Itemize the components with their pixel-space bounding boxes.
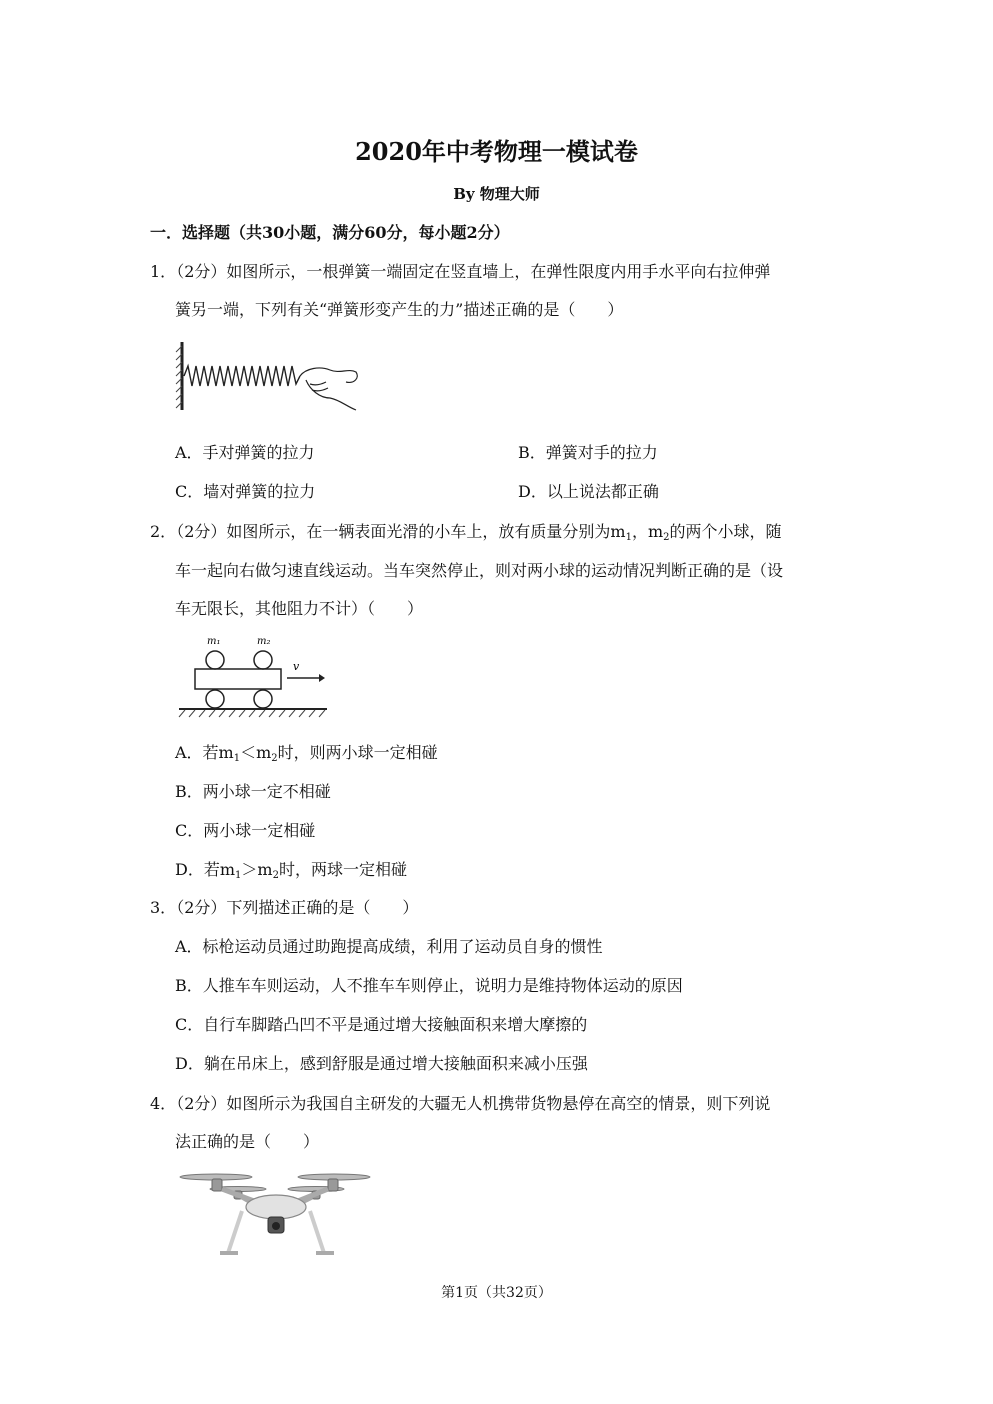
question-text: 如图所示，一根弹簧一端固定在竖直墙上，在弹性限度内用手水平向右拉伸弹	[226, 262, 771, 281]
hand-outline	[300, 368, 357, 410]
subscript: 2	[272, 870, 279, 881]
option-text: D．若m	[175, 860, 236, 879]
q3-option-a: A．标枪运动员通过助跑提高成绩，利用了运动员自身的惯性	[175, 937, 603, 956]
question-number: 3．	[150, 898, 177, 917]
q3-option-d: D．躺在吊床上，感到舒服是通过增大接触面积来减小压强	[175, 1054, 588, 1073]
q2-option-b: B．两小球一定不相碰	[175, 782, 331, 801]
q1-option-a: A．手对弹簧的拉力	[175, 443, 315, 462]
velocity-arrow-head	[319, 674, 325, 682]
ball-m1	[206, 651, 224, 669]
q3-option-c: C．自行车脚踏凸凹不平是通过增大接触面积来增大摩擦的	[175, 1015, 588, 1034]
question-2-line-1	[150, 522, 782, 548]
subscript: 1	[625, 532, 632, 543]
option-text: ＜m	[240, 743, 272, 762]
author-line: By 物理大师	[453, 185, 540, 203]
drone-body	[246, 1195, 306, 1219]
cart-body	[195, 669, 281, 689]
subscript: 2	[663, 532, 670, 543]
question-score: （2分）	[176, 522, 227, 541]
page-title: 2020年中考物理一模试卷	[355, 137, 638, 166]
q3-option-b: B．人推车车则运动，人不推车车则停止，说明力是维持物体运动的原因	[175, 976, 683, 995]
q2-option-d	[175, 860, 407, 886]
section-heading: 一．选择题（共30小题，满分60分，每小题2分）	[150, 223, 510, 242]
question-text: 如图所示为我国自主研发的大疆无人机携带货物悬停在高空的情景，则下列说	[226, 1094, 771, 1113]
m1-label: m₁	[207, 636, 221, 647]
subscript: 1	[235, 870, 242, 881]
option-text: 时，两球一定相碰	[278, 860, 407, 879]
velocity-label: v	[293, 660, 300, 673]
wheel-right	[254, 690, 272, 708]
m2-label: m₂	[257, 636, 271, 647]
question-1-line-1	[150, 262, 770, 282]
subscript: 1	[233, 753, 241, 764]
option-text: 时，则两小球一定相碰	[277, 743, 438, 762]
question-number: 4．	[150, 1094, 177, 1113]
ball-m2	[254, 651, 272, 669]
q1-option-b: B．弹簧对手的拉力	[518, 443, 658, 462]
question-text: ，m	[631, 522, 664, 541]
spring-figure	[170, 338, 370, 418]
option-text: A．若m	[175, 743, 234, 762]
q2-option-c: C．两小球一定相碰	[175, 821, 316, 840]
propellers	[180, 1174, 370, 1192]
question-score: （2分）	[176, 898, 227, 917]
wheel-left	[206, 690, 224, 708]
question-4-line-2: 法正确的是（ ）	[175, 1132, 320, 1151]
q2-option-a	[175, 743, 438, 769]
question-2-line-2: 车一起向右做匀速直线运动。当车突然停止，则对两小球的运动情况判断正确的是（设	[175, 561, 784, 580]
ground-hatch	[179, 710, 325, 717]
question-2-line-3: 车无限长，其他阻力不计）（ ）	[175, 599, 424, 618]
question-4-line-1	[150, 1094, 770, 1114]
q1-option-c: C．墙对弹簧的拉力	[175, 482, 316, 501]
drone-figure	[176, 1165, 386, 1260]
spring-coil	[184, 366, 300, 386]
subscript: 2	[271, 753, 278, 764]
question-3-line-1	[150, 898, 418, 918]
question-1-line-2: 簧另一端，下列有关“弹簧形变产生的力”描述正确的是（ ）	[175, 300, 624, 319]
camera-lens	[272, 1222, 280, 1230]
question-number: 1．	[150, 262, 177, 281]
question-score: （2分）	[176, 1094, 227, 1113]
question-score: （2分）	[176, 262, 227, 281]
question-text: 下列描述正确的是（ ）	[226, 898, 419, 917]
cart-figure	[175, 630, 335, 720]
page-footer: 第1页（共32页）	[441, 1285, 552, 1301]
question-text: 的两个小球，随	[669, 522, 782, 541]
question-text: 如图所示，在一辆表面光滑的小车上，放有质量分别为m	[226, 522, 626, 541]
option-text: ＞m	[241, 860, 273, 879]
q1-option-d: D．以上说法都正确	[518, 482, 659, 501]
question-number: 2．	[150, 522, 177, 541]
